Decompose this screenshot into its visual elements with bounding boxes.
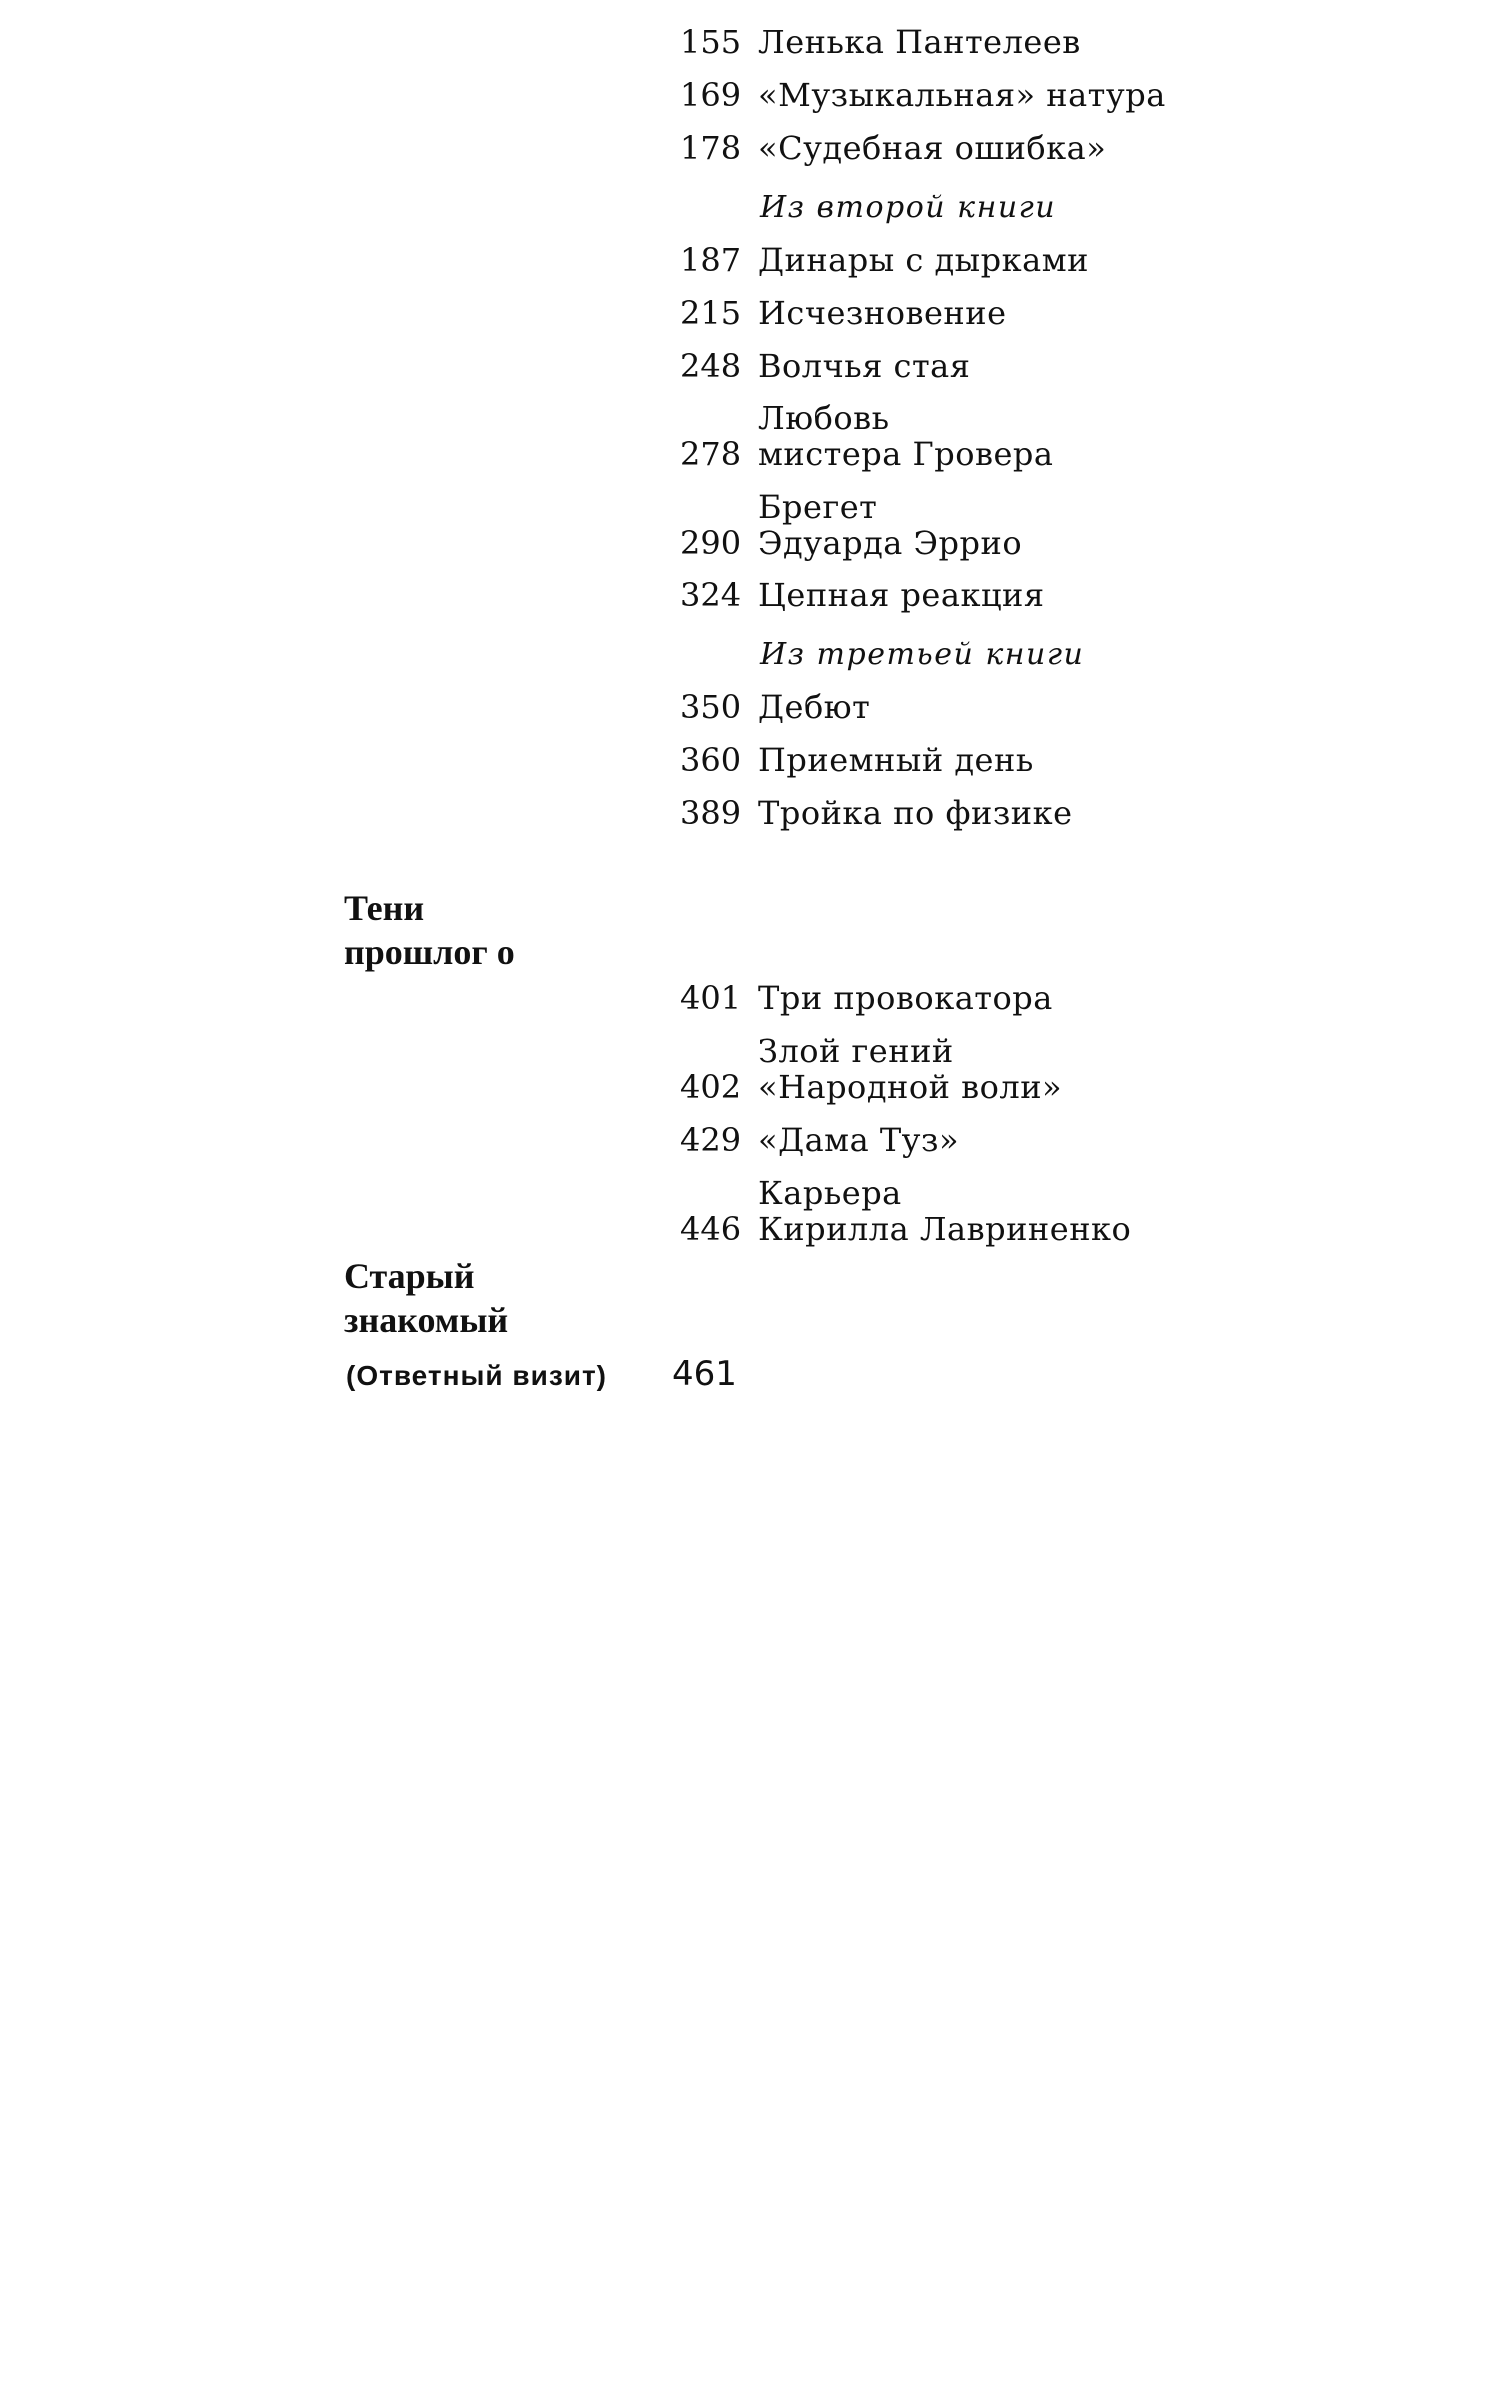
toc-entry-title: Карьера Кирилла Лавриненко	[758, 1174, 1132, 1248]
toc-entry-title: Тройка по физике	[758, 794, 1073, 832]
toc-entry-title: Цепная реакция	[758, 576, 1045, 614]
toc-section-subtitle: (Ответный визит)	[346, 1360, 607, 1391]
toc-entry-title: «Дама Туз»	[758, 1121, 960, 1159]
toc-page-number: 389	[680, 794, 742, 832]
toc-page-number: 169	[680, 76, 742, 114]
toc-page-number: 187	[680, 241, 742, 279]
toc-page-number: 215	[680, 294, 742, 332]
toc-page-number: 402	[680, 1068, 742, 1106]
toc-entry-title: Брегет Эдуарда Эррио	[758, 488, 1023, 562]
toc-section-heading: Старый знакомый	[344, 1256, 509, 1340]
toc-page-number: 360	[680, 741, 742, 779]
toc-entry-title: Динары с дырками	[758, 241, 1089, 279]
toc-page-number: 290	[680, 524, 742, 562]
toc-page-number: 278	[680, 435, 742, 473]
toc-entry-title: Исчезновение	[758, 294, 1007, 332]
toc-entry-title: «Музыкальная» натура	[758, 76, 1166, 114]
toc-page-number: 461	[672, 1354, 737, 1394]
toc-page-number: 446	[680, 1210, 742, 1248]
toc-page-number: 429	[680, 1121, 742, 1159]
toc-section-heading: Тени прошлог о	[344, 888, 515, 972]
toc-entry-title: Любовь мистера Гровера	[758, 399, 1054, 473]
toc-subheading: Из третьей книги	[760, 637, 1085, 672]
toc-entry-title: Ленька Пантелеев	[758, 23, 1081, 61]
toc-entry-title: «Судебная ошибка»	[758, 129, 1107, 167]
toc-page-number: 248	[680, 347, 742, 385]
toc-page-number: 155	[680, 23, 742, 61]
toc-page-number: 350	[680, 688, 742, 726]
toc-entry-title: Три провокатора	[758, 979, 1053, 1017]
toc-subheading: Из второй книги	[760, 190, 1057, 225]
toc-entry-title: Злой гений «Народной воли»	[758, 1032, 1063, 1106]
toc-page-number: 401	[680, 979, 742, 1017]
toc-entry-title: Приемный день	[758, 741, 1034, 779]
toc-entry-title: Дебют	[758, 688, 871, 726]
toc-entry-title: Волчья стая	[758, 347, 971, 385]
toc-page-number: 324	[680, 576, 742, 614]
toc-page-number: 178	[680, 129, 742, 167]
